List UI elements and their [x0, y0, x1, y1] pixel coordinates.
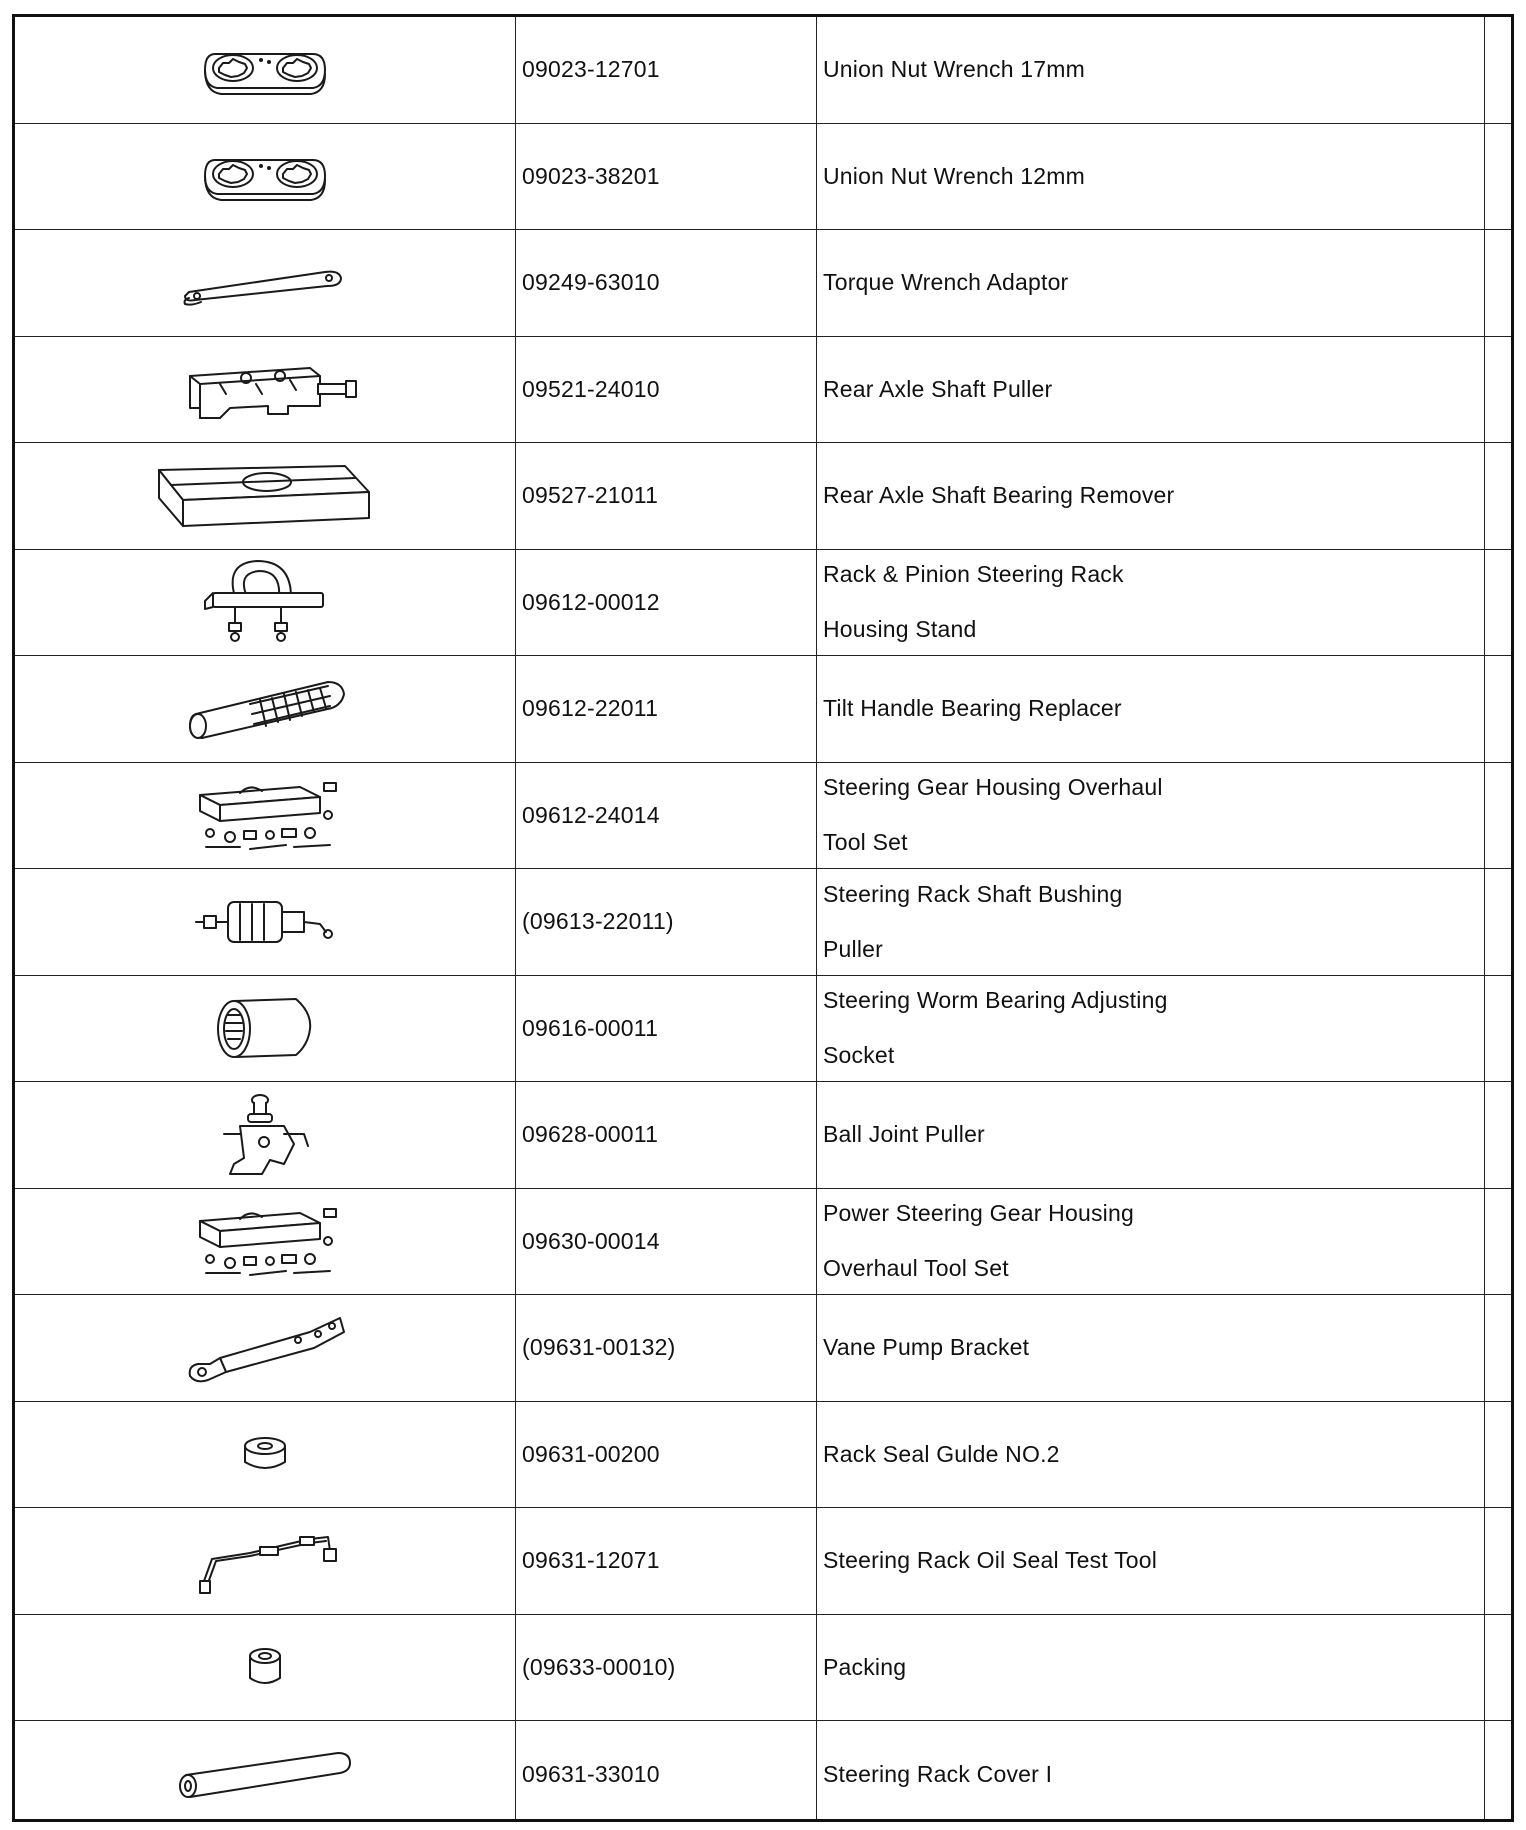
tool-name [823, 656, 1483, 762]
empty-cell [1486, 1189, 1511, 1295]
empty-cell [1486, 550, 1511, 656]
special-service-tools-table [12, 14, 1514, 1822]
tool-name [823, 1721, 1483, 1828]
tool-name-line: Socket [823, 1042, 895, 1069]
tool-illustration-cell [15, 1721, 515, 1828]
tool-illustration-cell [15, 1189, 515, 1295]
empty-cell [1486, 1295, 1511, 1401]
tool-illustration-cell [15, 1295, 515, 1401]
tool-illustration-cell [15, 1082, 515, 1188]
bushing-puller-icon [190, 892, 340, 952]
empty-cell [1486, 1402, 1511, 1508]
tool-name-line: Rack & Pinion Steering Rack [823, 561, 1124, 588]
tool-illustration-cell [15, 1402, 515, 1508]
tool-name [823, 1082, 1483, 1188]
tool-illustration-cell [15, 976, 515, 1082]
part-number: 09616-00011 [522, 1014, 659, 1041]
tool-name-line: Packing [823, 1653, 907, 1680]
part-number: 09612-22011 [522, 695, 659, 722]
part-number: (09631-00132) [522, 1334, 676, 1361]
bearing-replacer-icon [180, 674, 350, 744]
table-row [15, 1615, 1511, 1722]
part-number: 09521-24010 [522, 375, 660, 402]
tool-set-icon [190, 1201, 340, 1281]
table-row [15, 1082, 1511, 1189]
tool-name-line: Steering Rack Oil Seal Test Tool [823, 1547, 1158, 1574]
seal-guide-icon [235, 1432, 295, 1476]
rack-cover-icon [170, 1739, 360, 1809]
socket-icon [210, 993, 320, 1063]
tool-name-line: Housing Stand [823, 616, 977, 643]
tool-name-line: Union Nut Wrench 12mm [823, 162, 1085, 189]
tool-name-line: Union Nut Wrench 17mm [823, 56, 1085, 83]
table-row [15, 1508, 1511, 1615]
table-row [15, 763, 1511, 870]
empty-cell [1486, 763, 1511, 869]
axle-shaft-puller-icon [170, 354, 360, 424]
part-number: 09023-38201 [522, 162, 660, 189]
union-nut-wrench-icon [195, 40, 335, 100]
tool-name-line: Torque Wrench Adaptor [823, 269, 1069, 296]
tool-set-icon [190, 775, 340, 855]
tool-name-line: Overhaul Tool Set [823, 1255, 1009, 1282]
table-row [15, 1295, 1511, 1402]
tool-name [823, 976, 1483, 1082]
part-number: 09631-33010 [522, 1760, 660, 1787]
table-row [15, 230, 1511, 337]
part-number: 09628-00011 [522, 1121, 659, 1148]
tool-illustration-cell [15, 763, 515, 869]
part-number: 09631-12071 [522, 1547, 660, 1574]
table-row [15, 550, 1511, 657]
empty-cell [1486, 976, 1511, 1082]
empty-cell [1486, 443, 1511, 549]
tool-name [823, 869, 1483, 975]
tool-illustration-cell [15, 443, 515, 549]
tool-name [823, 124, 1483, 230]
union-nut-wrench-icon [195, 146, 335, 206]
tool-name [823, 1189, 1483, 1295]
ball-joint-puller-icon [210, 1090, 320, 1180]
oil-seal-test-tool-icon [190, 1521, 340, 1601]
tool-illustration-cell [15, 1615, 515, 1721]
table-row [15, 1402, 1511, 1509]
tool-name-line: Steering Gear Housing Overhaul [823, 774, 1163, 801]
table-row [15, 1189, 1511, 1296]
table-row [15, 1721, 1511, 1828]
tool-name-line: Power Steering Gear Housing [823, 1200, 1134, 1227]
tool-illustration-cell [15, 656, 515, 762]
table-row [15, 124, 1511, 231]
empty-cell [1486, 337, 1511, 443]
part-number: 09630-00014 [522, 1227, 660, 1254]
packing-icon [240, 1644, 290, 1690]
tool-name [823, 17, 1483, 123]
part-number: 09023-12701 [522, 56, 660, 83]
tool-name-line: Vane Pump Bracket [823, 1334, 1030, 1361]
table-row [15, 17, 1511, 124]
tool-name [823, 337, 1483, 443]
tool-name-line: Ball Joint Puller [823, 1121, 985, 1148]
part-number: (09613-22011) [522, 908, 674, 935]
tool-name-line: Rear Axle Shaft Puller [823, 375, 1053, 402]
tool-name-line: Steering Rack Cover I [823, 1760, 1053, 1787]
tool-illustration-cell [15, 230, 515, 336]
empty-cell [1486, 1082, 1511, 1188]
tool-illustration-cell [15, 337, 515, 443]
tool-name [823, 1508, 1483, 1614]
table-row [15, 869, 1511, 976]
housing-stand-icon [195, 557, 335, 647]
tool-illustration-cell [15, 124, 515, 230]
pump-bracket-icon [180, 1308, 350, 1388]
torque-wrench-adaptor-icon [175, 258, 355, 308]
part-number: 09612-00012 [522, 588, 660, 615]
empty-cell [1486, 124, 1511, 230]
tool-name [823, 443, 1483, 549]
tool-name-line: Steering Worm Bearing Adjusting [823, 987, 1168, 1014]
tool-illustration-cell [15, 17, 515, 123]
part-number: (09633-00010) [522, 1653, 676, 1680]
tool-name [823, 1402, 1483, 1508]
tool-illustration-cell [15, 550, 515, 656]
tool-illustration-cell [15, 1508, 515, 1614]
empty-cell [1486, 656, 1511, 762]
table-row [15, 337, 1511, 444]
empty-cell [1486, 17, 1511, 123]
tool-name-line: Rear Axle Shaft Bearing Remover [823, 482, 1175, 509]
part-number: 09249-63010 [522, 269, 660, 296]
empty-cell [1486, 1508, 1511, 1614]
tool-name-line: Steering Rack Shaft Bushing [823, 880, 1123, 907]
tool-name-line: Rack Seal Gulde NO.2 [823, 1440, 1060, 1467]
bearing-remover-plate-icon [155, 456, 375, 536]
table-row [15, 443, 1511, 550]
table-row [15, 656, 1511, 763]
tool-name-line: Tool Set [823, 829, 908, 856]
tool-name [823, 1295, 1483, 1401]
tool-name-line: Puller [823, 935, 884, 962]
empty-cell [1486, 230, 1511, 336]
part-number: 09612-24014 [522, 801, 660, 828]
tool-name-line: Tilt Handle Bearing Replacer [823, 695, 1122, 722]
tool-name [823, 230, 1483, 336]
empty-cell [1486, 1721, 1511, 1828]
empty-cell [1486, 869, 1511, 975]
tool-illustration-cell [15, 869, 515, 975]
tool-name [823, 1615, 1483, 1721]
tool-name [823, 550, 1483, 656]
part-number: 09527-21011 [522, 482, 659, 509]
table-row [15, 976, 1511, 1083]
empty-cell [1486, 1615, 1511, 1721]
tool-name [823, 763, 1483, 869]
part-number: 09631-00200 [522, 1440, 660, 1467]
